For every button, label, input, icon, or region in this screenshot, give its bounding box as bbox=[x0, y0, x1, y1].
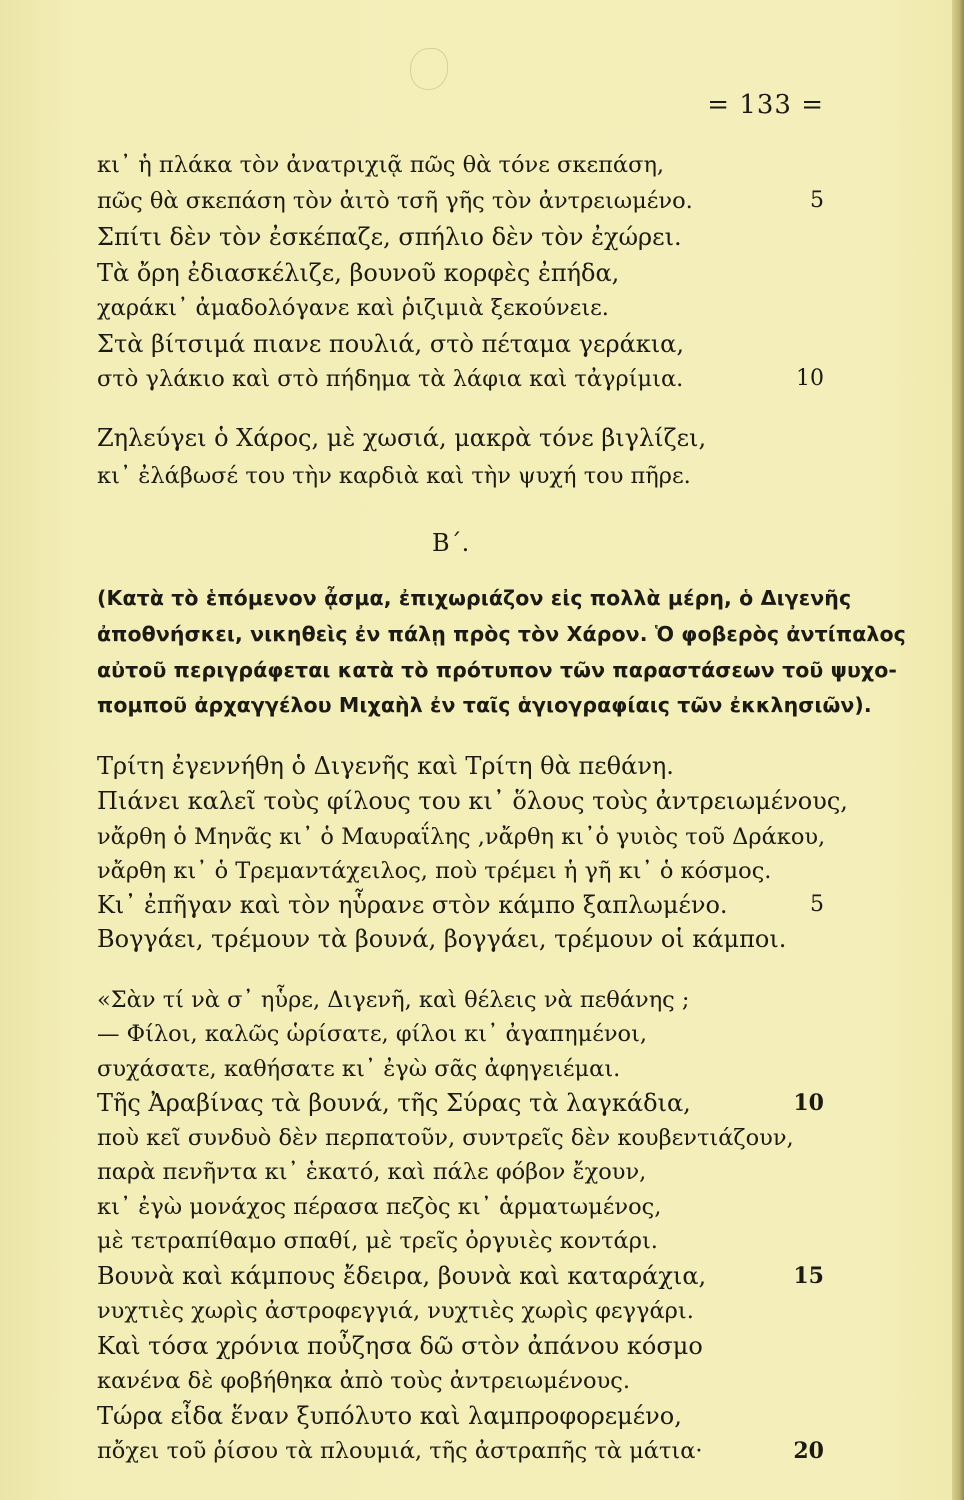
poem-line: συχάσατε, καθήσατε κι᾽ ἐγὼ σᾶς ἀφηγειέμαι. bbox=[97, 1056, 621, 1082]
poem-line: κι᾽ ἡ πλάκα τὸν ἀνατριχιᾷ πῶς θὰ τόνε σκεπάση, bbox=[97, 152, 665, 178]
poem-line: Τῆς Ἀραβίνας τὰ βουνά, τῆς Σύρας τὰ λαγκάδια, bbox=[97, 1089, 691, 1117]
line-number: 5 bbox=[810, 188, 824, 213]
poem-line: νἄρθη κι᾽ ὁ Τρεμαντάχειλος, ποὺ τρέμει ἡ γῆ κι᾽ ὁ κόσμος. bbox=[97, 858, 772, 884]
poem-line: μὲ τετραπίθαμο σπαθί, μὲ τρεῖς ὀργυιὲς κοντάρι. bbox=[97, 1228, 658, 1254]
line-number: 20 bbox=[793, 1438, 824, 1464]
poem-line: νυχτιὲς χωρὶς ἀστροφεγγιά, νυχτιὲς χωρὶς φεγγάρι. bbox=[97, 1298, 694, 1324]
section-heading: Β΄. bbox=[432, 529, 470, 557]
poem-line: πῶς θὰ σκεπάση τὸν ἀιτὸ τσῆ γῆς τὸν ἀντρειωμένο. bbox=[97, 188, 693, 214]
poem-line: Τρίτη ἐγεννήθη ὁ Διγενῆς καὶ Τρίτη θὰ πεθάνη. bbox=[97, 752, 674, 780]
poem-line: — Φίλοι, καλῶς ὡρίσατε, φίλοι κι᾽ ἀγαπημένοι, bbox=[97, 1021, 648, 1047]
line-number: 10 bbox=[796, 366, 824, 391]
poem-line: κανένα δὲ φοβήθηκα ἀπὸ τοὺς ἀντρειωμένους. bbox=[97, 1368, 631, 1394]
ink-blot bbox=[410, 48, 448, 90]
line-number: 15 bbox=[793, 1263, 824, 1289]
poem-line: Κι᾽ ἐπῆγαν καὶ τὸν ηὗρανε στὸν κάμπο ξαπλωμένο. bbox=[97, 891, 728, 919]
poem-line: παρὰ πενῆντα κι᾽ ἑκατό, καὶ πάλε φόβον ἔχουν, bbox=[97, 1159, 647, 1185]
poem-line: κι᾽ ἐλάβωσέ του τὴν καρδιὰ καὶ τὴν ψυχή του πῆρε. bbox=[97, 463, 691, 489]
poem-line: Τώρα εἶδα ἕναν ξυπόλυτο καὶ λαμπροφορεμένο, bbox=[97, 1402, 682, 1430]
poem-line: Πιάνει καλεῖ τοὺς φίλους του κι᾽ ὅλους τοὺς ἀντρειωμένους, bbox=[97, 787, 848, 815]
poem-line: Τὰ ὄρη ἐδιασκέλιζε, βουνοῦ κορφὲς ἐπήδα, bbox=[97, 259, 620, 287]
poem-line: Βογγάει, τρέμουν τὰ βουνά, βογγάει, τρέμουν οἱ κάμποι. bbox=[97, 925, 787, 953]
poem-line: κι᾽ ἐγὼ μονάχος πέρασα πεζὸς κι᾽ ἁρματωμένος, bbox=[97, 1194, 662, 1220]
page-number: = 133 = bbox=[707, 90, 824, 120]
poem-line: Ζηλεύγει ὁ Χάρος, μὲ χωσιά, μακρὰ τόνε βιγλίζει, bbox=[97, 424, 707, 452]
poem-line: Σπίτι δὲν τὸν ἐσκέπαζε, σπήλιο δὲν τὸν ἐχώρει. bbox=[97, 223, 682, 251]
poem-line: στὸ γλάκιο καὶ στὸ πήδημα τὰ λάφια καὶ τἀγρίμια. bbox=[97, 366, 684, 392]
editorial-note-line: πομποῦ ἀρχαγγέλου Μιχαὴλ ἐν ταῖς ἁγιογραφίαις τῶν ἐκκλησιῶν). bbox=[97, 693, 872, 717]
poem-line: Καὶ τόσα χρόνια ποὖζησα δῶ στὸν ἀπάνου κόσμο bbox=[97, 1332, 703, 1360]
editorial-note-line: ἀποθνήσκει, νικηθεὶς ἐν πάλῃ πρὸς τὸν Χάρον. Ὁ φοβερὸς ἀντίπαλος bbox=[97, 622, 906, 646]
poem-line: Στὰ βίτσιμά πιανε πουλιά, στὸ πέταμα γεράκια, bbox=[97, 330, 685, 358]
poem-line: νἄρθη ὁ Μηνᾶς κι᾽ ὁ Μαυραΐλης ,νἄρθη κι᾽ὁ γυιὸς τοῦ Δράκου, bbox=[97, 824, 826, 850]
line-number: 5 bbox=[810, 892, 824, 917]
poem-line: ποὺ κεῖ συνδυὸ δὲν περπατοῦν, συντρεῖς δὲν κουβεντιάζουν, bbox=[97, 1125, 794, 1151]
poem-line: πὄχει τοῦ ῥίσου τὰ πλουμιά, τῆς ἀστραπῆς τὰ μάτια· bbox=[97, 1438, 703, 1464]
poem-line: Βουνὰ καὶ κάμπους ἔδειρα, βουνὰ καὶ καταράχια, bbox=[97, 1262, 707, 1290]
editorial-note-line: (Κατὰ τὸ ἑπόμενον ᾆσμα, ἐπιχωριάζον εἰς πολλὰ μέρη, ὁ Διγενῆς bbox=[97, 586, 852, 610]
editorial-note-line: αὐτοῦ περιγράφεται κατὰ τὸ πρότυπον τῶν παραστάσεων τοῦ ψυχο- bbox=[97, 658, 898, 682]
line-number: 10 bbox=[793, 1090, 824, 1116]
poem-line: χαράκι᾽ ἀμαδολόγανε καὶ ῥιζιμιὰ ξεκούνειε. bbox=[97, 295, 609, 321]
poem-line: «Σὰν τί νὰ σ᾽ ηὗρε, Διγενῆ, καὶ θέλεις νὰ πεθάνης ; bbox=[97, 987, 690, 1013]
page-spine-edge bbox=[952, 0, 964, 1500]
